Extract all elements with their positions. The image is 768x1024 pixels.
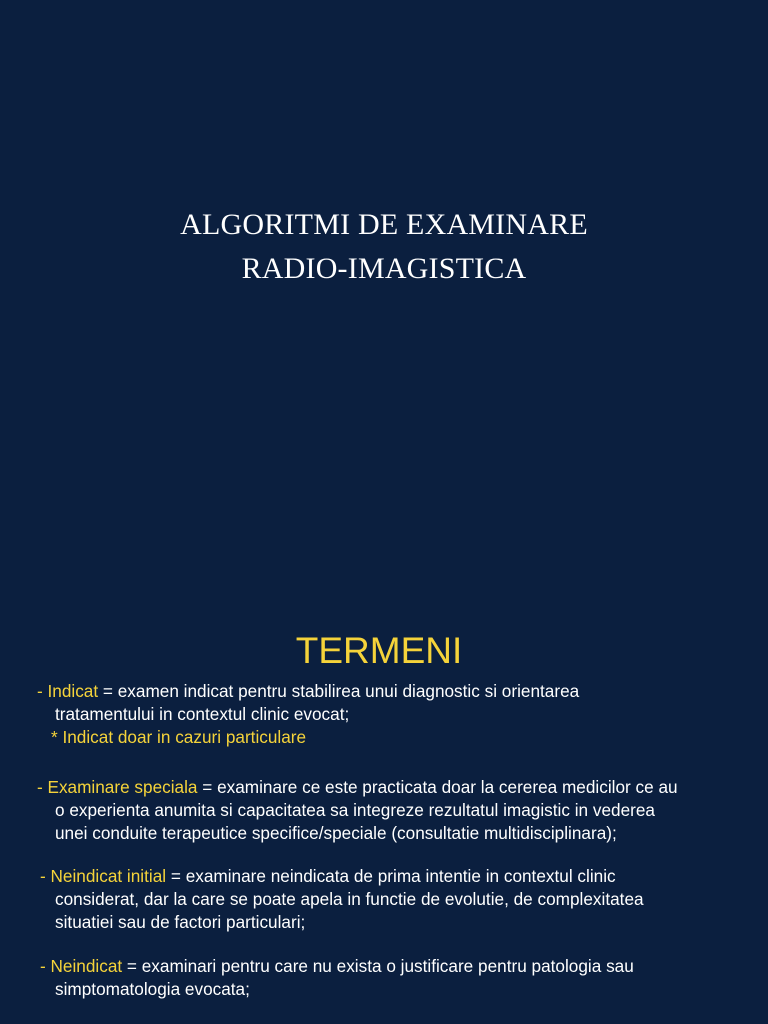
definition-prefix: - bbox=[40, 956, 51, 976]
term-neindicat-initial: Neindicat initial bbox=[50, 866, 167, 886]
term-examinare-speciala: Examinare speciala bbox=[47, 777, 198, 797]
definition-line: simptomatologia evocata; bbox=[55, 979, 250, 999]
definition-examinare-speciala bbox=[37, 776, 678, 845]
definition-line: considerat, dar la care se poate apela in functie de evolutie, de complexitatea bbox=[55, 889, 644, 909]
definition-line bbox=[40, 865, 644, 888]
definition-prefix: - bbox=[37, 777, 48, 797]
title-line-1: ALGORITMI DE EXAMINARE bbox=[180, 208, 588, 241]
definition-neindicat-initial bbox=[40, 865, 644, 934]
definition-prefix: - bbox=[40, 866, 51, 886]
definition-text: = examinare ce este practicata doar la cererea medicilor ce au bbox=[197, 777, 678, 797]
definition-line bbox=[40, 955, 634, 978]
definition-text: = examinare neindicata de prima intentie in contextul clinic bbox=[166, 866, 616, 886]
definition-indicat bbox=[37, 680, 579, 749]
terms-slide bbox=[0, 600, 768, 1024]
term-neindicat: Neindicat bbox=[50, 956, 123, 976]
definition-line bbox=[37, 776, 678, 799]
definition-line: situatiei sau de factori particulari; bbox=[55, 912, 306, 932]
definition-text: = examen indicat pentru stabilirea unui diagnostic si orientarea bbox=[98, 681, 580, 701]
slide-title bbox=[0, 203, 768, 291]
terms-heading: TERMENI bbox=[295, 630, 463, 671]
definition-neindicat bbox=[40, 955, 634, 1001]
definition-prefix: - bbox=[37, 681, 48, 701]
note-indicat-particular: * Indicat doar in cazuri particulare bbox=[51, 727, 307, 747]
term-indicat: Indicat bbox=[47, 681, 99, 701]
definition-line: tratamentului in contextul clinic evocat; bbox=[55, 704, 350, 724]
definition-text: = examinari pentru care nu exista o justificare pentru patologia sau bbox=[122, 956, 634, 976]
title-line-2: RADIO-IMAGISTICA bbox=[241, 252, 527, 285]
definition-line: o experienta anumita si capacitatea sa integreze rezultatul imagistic in vederea bbox=[55, 800, 655, 820]
definition-line bbox=[37, 680, 579, 703]
definition-line: unei conduite terapeutice specifice/speciale (consultatie multidisciplinara); bbox=[55, 823, 617, 843]
